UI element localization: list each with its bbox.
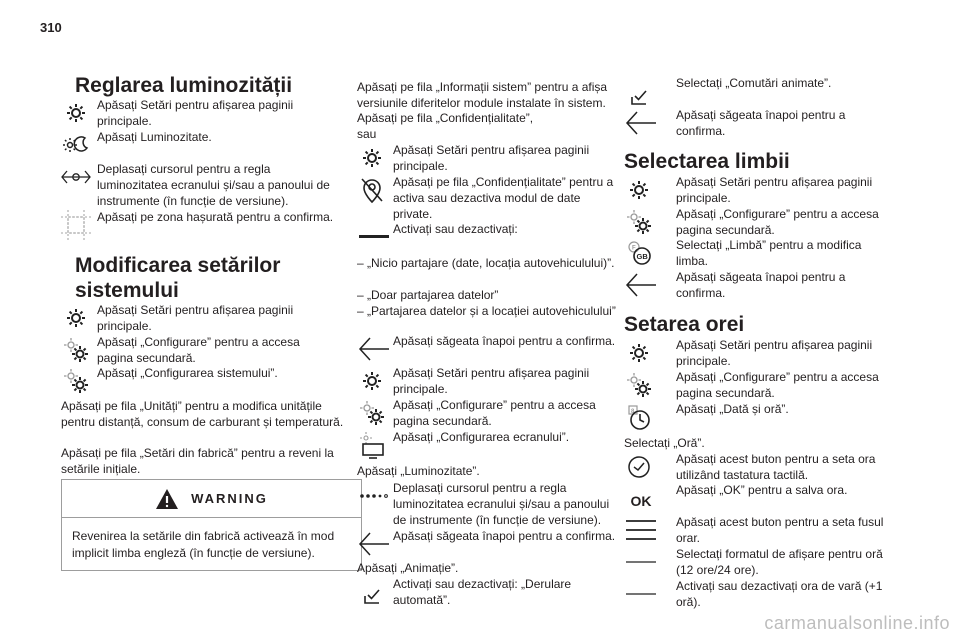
- gear-icon: [357, 366, 387, 396]
- step-text: Selectați „Limbă” pentru a modifica limba.: [676, 238, 862, 268]
- language-title: Selectarea limbii: [624, 150, 790, 173]
- clock-icon: [624, 452, 654, 482]
- hour-paragraph: Selectați „Oră”.: [624, 436, 705, 450]
- step-configure: [61, 335, 337, 367]
- back-arrow-icon: [624, 108, 658, 138]
- step-back: [624, 108, 894, 140]
- system-info-paragraph: Apăsați pe fila „Informații sistem” pentru a afișa versiunile diferitelor module instalate în sistem.: [357, 80, 608, 110]
- step-settings: [357, 366, 619, 398]
- step-back: [624, 270, 894, 302]
- step-text: Apăsați „Configurare” pentru a accesa pagina secundară.: [676, 370, 879, 400]
- step-checkbox: [357, 577, 619, 609]
- warning-box: [61, 479, 362, 571]
- step-text: Activați sau dezactivați ora de vară (+1 oră).: [676, 579, 883, 609]
- step-set-hour: [624, 452, 894, 484]
- units-paragraph: Apăsați pe fila „Unități” pentru a modifica unitățile pentru distanță, consum de carburant și temperatură.: [61, 399, 344, 429]
- svg-text:8: 8: [631, 409, 635, 415]
- ok-icon: OK: [630, 493, 652, 510]
- step-text: Apăsați „Dată și oră”.: [676, 402, 789, 416]
- step-text: Apăsați Setări pentru afișarea paginii principale.: [393, 366, 590, 396]
- step-text: Apăsați Luminozitate.: [97, 130, 212, 144]
- step-text: Apăsați Setări pentru afișarea paginii principale.: [676, 175, 873, 205]
- step-text: Activați sau dezactivați:: [393, 222, 518, 236]
- back-arrow-icon: [624, 270, 658, 300]
- step-text: Apăsați acest buton pentru a seta fusul orar.: [676, 515, 884, 545]
- gear-icon: [357, 143, 387, 173]
- step-ok: [624, 483, 894, 510]
- step-text: Apăsați Setări pentru afișarea paginii principale.: [393, 143, 590, 173]
- step-text: Activați sau dezactivați: „Derulare automată”.: [393, 577, 572, 607]
- hatched-zone-icon: [61, 210, 91, 240]
- clock-calendar-icon: [624, 402, 654, 432]
- page-number: 310: [40, 20, 62, 35]
- step-text: Apăsați săgeata înapoi pentru a confirma.: [676, 270, 846, 300]
- step-text: Apăsați săgeata înapoi pentru a confirma.: [393, 529, 616, 543]
- privacy-location-icon: [357, 175, 387, 205]
- step-language: [624, 238, 894, 270]
- toggle-bar-icon: [624, 547, 658, 577]
- step-text: Apăsați „Configurare” pentru a accesa pagina secundară.: [393, 398, 596, 428]
- step-screen-config: [357, 430, 619, 446]
- gears-icon: [624, 370, 654, 400]
- step-text: Apăsați săgeata înapoi pentru a confirma.: [393, 334, 616, 348]
- step-text: Apăsați „Configurarea ecranului”.: [393, 430, 570, 444]
- step-dst: [624, 579, 894, 611]
- step-text: Apăsați „Configurare” pentru a accesa pagina secundară.: [97, 335, 300, 365]
- step-text: Apăsați Setări pentru afișarea paginii principale.: [676, 338, 873, 368]
- step-settings: [624, 175, 894, 207]
- factory-paragraph: Apăsați pe fila „Setări din fabrică” pentru a reveni la setările inițiale.: [61, 446, 334, 476]
- step-checkbox: [624, 76, 894, 92]
- step-toggle: [357, 222, 619, 238]
- dots-slider-icon: [357, 481, 391, 511]
- step-back: [357, 529, 619, 545]
- step-slider: [61, 162, 337, 209]
- gear-icon: [61, 98, 91, 128]
- step-text: Apăsați Setări pentru afișarea paginii principale.: [97, 303, 294, 333]
- step-text: Apăsați acest buton pentru a seta ora utilizând tastatura tactilă.: [676, 452, 876, 482]
- step-text: Apăsați „Configurare” pentru a accesa pagina secundară.: [676, 207, 879, 237]
- step-back: [357, 334, 619, 350]
- animation-paragraph: Apăsați „Animație”.: [357, 561, 459, 575]
- gears-icon: [624, 207, 654, 237]
- privacy-paragraph: Apăsați pe fila „Confidențialitate”,: [357, 111, 534, 125]
- step-settings: [61, 303, 337, 335]
- step-text: Deplasați cursorul pentru a regla luminozitatea ecranului și/sau a panoului de instrumente (în funcție de versiune).: [97, 162, 330, 208]
- step-settings: [624, 338, 894, 370]
- gear-icon: [61, 303, 91, 333]
- back-arrow-icon: [357, 334, 391, 364]
- step-text: Apăsați pe fila „Confidențialitate” pentru a activa sau dezactiva modul de date private.: [393, 175, 614, 221]
- gears-icon: [61, 366, 91, 396]
- svg-text:F: F: [632, 245, 636, 252]
- step-text: Apăsați Setări pentru afișarea paginii principale.: [97, 98, 294, 128]
- step-configure: [624, 207, 894, 239]
- gears-icon: [357, 398, 387, 428]
- language-icon-label: GB: [636, 252, 648, 261]
- step-system-config: [61, 366, 337, 382]
- warning-header: [62, 480, 361, 517]
- slider-icon: [61, 162, 91, 192]
- toggle-bar-icon: [357, 222, 391, 252]
- screen-icon: [357, 430, 387, 460]
- step-text: Apăsați „OK” pentru a salva ora.: [676, 483, 848, 497]
- system-title: Modificarea setărilor sistemului: [75, 254, 281, 302]
- step-text: Selectați „Comutări animate”.: [676, 76, 832, 90]
- step-slider: [357, 481, 619, 528]
- option-data-location: – „Partajarea datelor și a locației autovehiculului”: [357, 304, 616, 318]
- warning-title: WARNING: [191, 491, 268, 506]
- watermark: carmanualsonline.info: [764, 613, 950, 633]
- brightness-paragraph: Apăsați „Luminozitate”.: [357, 464, 480, 478]
- step-configure: [357, 398, 619, 430]
- step-privacy: [357, 175, 619, 222]
- language-flag-icon: [624, 238, 654, 268]
- step-settings: [357, 143, 619, 175]
- toggle-bar-icon: [624, 579, 658, 609]
- step-text: Selectați formatul de afișare pentru oră (12 ore/24 ore).: [676, 547, 883, 577]
- step-format: [624, 547, 894, 579]
- step-configure: [624, 370, 894, 402]
- warning-text: Revenirea la setările din fabrică activează în mod implicit limba engleză (în funcție de versiune).: [62, 517, 361, 570]
- option-no-sharing: – „Nicio partajare (date, locația autovehiculului)”.: [357, 256, 615, 270]
- step-settings: [61, 98, 337, 130]
- step-timezone: [624, 515, 894, 547]
- gears-icon: [61, 335, 91, 365]
- time-title: Setarea orei: [624, 313, 745, 336]
- step-text: Apăsați săgeata înapoi pentru a confirma.: [676, 108, 846, 138]
- step-brightness: [61, 130, 337, 146]
- step-text: Apăsați pe zona hașurată pentru a confirma.: [97, 210, 334, 224]
- step-text: Deplasați cursorul pentru a regla luminozitatea ecranului și/sau a panoului de instrumente (în funcție de versiune).: [393, 481, 610, 527]
- step-confirm-zone: [61, 210, 337, 226]
- or-paragraph: sau: [357, 127, 377, 141]
- back-arrow-icon: [357, 529, 391, 559]
- step-text: Apăsați „Configurarea sistemului”.: [97, 366, 278, 380]
- warning-icon: [155, 488, 179, 510]
- step-date-time: [624, 402, 894, 418]
- brightness-title: Reglarea luminozității: [75, 74, 293, 97]
- option-data-only: – „Doar partajarea datelor”: [357, 288, 499, 302]
- brightness-icon: [61, 130, 91, 160]
- gear-icon: [624, 175, 654, 205]
- checkbox-icon: [357, 581, 387, 611]
- gear-icon: [624, 338, 654, 368]
- menu-icon: [624, 515, 658, 545]
